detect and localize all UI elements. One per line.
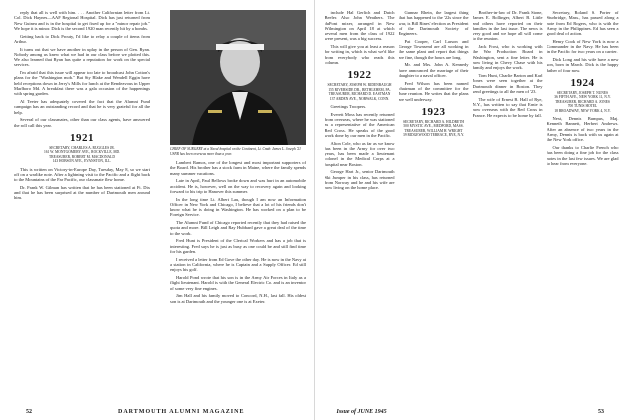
paragraph: Brother-in-law of Dr. Frank Stone, James E. Bollinger, Albert B. Little and others have reported on their families in the last issue. The news is very good and we hope all will come to the reunion. [472, 10, 543, 42]
paragraph: Getting back to Dick Prouty, I'd like to relay a couple of items from Arthur. [14, 33, 150, 44]
class-notes-1922-continued [399, 10, 469, 102]
paragraph: The wife of Ernest B. Hall of Rye, N.Y., has written to say that Ernie is now overseas with the Red Cross in France. He expects to be home by fall. [472, 96, 543, 118]
page-number-right: 53 [598, 409, 604, 415]
right-page-column-4 [547, 10, 619, 402]
paragraph: Our thanks to Charlie French who has been doing a fine job for the class notes in the last few issues. We are glad to hear from everyone. [546, 144, 619, 166]
paragraph: In the long time Lt. Albert Lau, though I am now an Information Officer in New York and Chicago, I believe that a lot of his friends don't know what he is doing in Washington. He has worked on a plan to be Foreign Service. [170, 196, 306, 218]
paragraph: This is written on Victory-in-Europe Day, Tuesday, May 8, so we start off on a warlike note. After a lightning visit to the Pacific and a flight back to the Mountains of the Far Pacific, our classmate flew home. [14, 166, 150, 183]
paragraph: Lambert Ramos, one of the longest and most important supporters of the Board. His brother has a stock farm in Maine, where the family spends many summer vacations. [170, 160, 306, 176]
class-notes-1922 [325, 104, 395, 191]
right-page [315, 0, 628, 420]
paragraph: Next, Dennis Bumpus, Maj. Kenneth Bannett, Herbert Andrews. After an absence of two years in the Army, Dennis is back with us again at the New York office. [546, 116, 619, 143]
paragraph: George Hart Jr., senior Dartmouth Ski Jumper in his class, has returned from Norway and he and his wife are now living on the home place. [324, 169, 395, 191]
paragraph: Gunnar Rhein, the largest thing that has happened to the '22s since the war, is Bill Rines' election as President of the Dartmouth Society of Engineers. [398, 10, 469, 37]
officer-line: TREASURER, RICHARD D. EASTMAN [328, 92, 391, 97]
class-notes-1921-continued [170, 160, 306, 304]
paragraph: I'm afraid that this issue will appear too late to broadcast John Cotton's plans for the "Washington mob." But Sty Blake and Wendell Eggin have held receptions down in Jerry's Mills for lunch at the Rendezvous in Upper Marlboro Md. A breakfast there was a gala occasion of the happenings with spring garden. [14, 70, 150, 97]
paragraph: Jim Hall and his family moved to Concord, N.H., last fall. His oldest son is at Dartmouth and the younger one is at Exeter. [170, 293, 306, 304]
class-notes-1920-continued [14, 10, 150, 128]
paragraph: This will give you at least a reason for writing in, which is what we'd like from everybody who reads this column. [324, 44, 395, 66]
class-1923-officers [399, 120, 469, 138]
paragraph: Fred Wilson has been named chairman of the committee for the June reunion. He writes that the plans are well underway. [398, 80, 469, 102]
paragraph: Dr. Frank W. Gilman has written that he has been stationed at Ft. Dix and that he has been surprised at the number of Dartmouth men around him. [14, 184, 150, 201]
paragraph: Late in April, Paul Bellows broke down and was hurt in an automobile accident. He is, however, well on the way to recovery again and looking forward to his trip to Hanover this summer. [170, 178, 306, 194]
left-page-column-1 [14, 10, 150, 402]
right-page-column-3 [473, 10, 543, 402]
class-1921-officers [14, 146, 150, 164]
officer-line: 161 W. MONTGOMERY AVE., ROCKVILLE, MD. [43, 150, 121, 155]
paragraph: Jack Frost, who is working with the War Production Board in Washington, sent a fine letter. He is now living in Chevy Chase with his family and enjoys the work. [472, 44, 543, 71]
paragraph: Alton Cole, who as far as we know has been in the Army for over two years, has been made a lieutenant colonel in the Medical Corps at a hospital near Boston. [324, 140, 395, 167]
class-year-heading-1923: 1923 [421, 105, 446, 118]
officer-line: TREASURER, RICHARD A. JONES [555, 99, 610, 104]
portrait-image [170, 10, 306, 145]
class-notes-1923-continued [547, 10, 619, 73]
publication-name: DARTMOUTH ALUMNI MAGAZINE [118, 409, 245, 415]
class-notes-1924 [547, 116, 619, 166]
officer-line: SECRETARY, CHARLES A. RUGGLES JR. [49, 145, 115, 150]
paragraph: It turns out that we have another in uplay in the person of Gen. Ryan. Nobody among us knew what we had in our class before we plotted this. We also learned that Ryan has quite a reputation for work on the special services. [14, 46, 150, 68]
class-1922-officers [325, 83, 395, 101]
class-year-heading-1922: 1922 [347, 69, 372, 82]
paragraph: Several of our classmates, other than our class agents, have answered the roll call this year. [14, 117, 150, 128]
class-year-heading-1921: 1921 [70, 131, 94, 144]
officer-line: 500 MYSTIC AVE., MEDFORD, MASS. [403, 124, 464, 129]
naval-officer-photo [170, 10, 306, 145]
paragraph: The Alumni Fund of Chicago reported recently that they had raised the quota and more. Bill Leigh and Ray Hubbard gave a great deal of the time to the work. [170, 220, 306, 236]
officer-line: 137 ARDEN AVE., NORWALK, CONN. [329, 96, 390, 101]
paragraph: Pat Cooper, Carl Larson and George Townsend are all working in the same plant and report that things are fine, though the hours are long. [398, 38, 469, 60]
class-notes-1921 [14, 167, 150, 201]
officer-line: 18 BROADWAY, NEW YORK 4, N.Y. [554, 108, 611, 113]
officer-line: 143 HOBSON AVE., EVANSTON, ILL. [52, 159, 112, 164]
officer-line: 36 FIFTH AVE., NEW YORK 11, N.Y. [554, 95, 611, 100]
paragraph: Mr. and Mrs. John A. Kennedy have announced the marriage of their daughter to a naval officer. [398, 62, 469, 79]
officer-line: TREASURER, ROBERT M. MACDONALD [49, 154, 115, 159]
officer-line: TREASURER, WILLIAM H. WRIGHT [404, 128, 463, 133]
paragraph: I received a letter from Ed Gove the other day. He is now in the Navy at a station in California, where he is Captain and a Supply Officer. Ed still enjoys his golf. [170, 256, 306, 273]
paragraph: reply that all is well with him. . . . Another Californian letter from Lt. Col. Dick Haynes—AAF Regional Hospital. Dick has just returned from New Guinea and is in the hospital to get fixed up for a "minor repair job." We hope it is minor. Dick is the second 1920 man recently hit by a bombs. [14, 10, 150, 31]
class-notes-1923 [473, 10, 543, 118]
officer-line: 700 TUNIS HOTEL [567, 104, 598, 109]
right-page-column-1 [325, 10, 395, 402]
class-1924-officers [547, 91, 619, 113]
paragraph: Everett Moss has recently returned from overseas, where he was stationed as a representative of the American Red Cross. He speaks of the good work done by our men in the Pacific. [324, 111, 395, 138]
photo-caption: CHIEF OF SURGERY at a Naval hospital on the Continent, Lt. Cmdr. James L. Joseph '21 USNR has been overseas more than a year. [170, 147, 301, 156]
class-year-heading-1924: 1924 [570, 77, 595, 90]
paragraph: Fred Hunt is President of the Clerical Workers and has a job that is interesting. Fred says he is just as busy as one could be and still find time for his garden. [170, 238, 306, 255]
paragraph: Greetings Troopers. [330, 103, 367, 109]
officer-line: 39 RIDGEWOOD TERRACE, RYE, N.Y. [403, 133, 464, 138]
issue-date: Issue of JUNE 1945 [336, 409, 387, 415]
paragraph: Secretary, Roland S. Porter of Sturbridge, Mass., has passed along a note from Ed Rogers, who is with the Army in the Philippines. Ed has seen a good deal of action. [546, 10, 619, 37]
right-page-column-2 [399, 10, 469, 402]
officer-line: 155 RIVERSIDE DR., BETHLEHEM, PA. [328, 87, 391, 92]
left-page-column-2 [170, 160, 306, 400]
officer-line: SECRETARY, JOSEPH W. RIDENBAUGH [327, 83, 392, 88]
paragraph: Harold Pond wrote that his son is in the Army Air Forces in Italy as a flight lieutenant. Harold is with the General Electric Co. and is an inventor of some very fine engines. [170, 274, 306, 291]
paragraph: Dick Long and his wife have a new son, born in March. Dick is the happy father of four now. [546, 57, 619, 73]
paragraph: Henry Cook of New York is now a Commander in the Navy. He has been in the Pacific for two years on a carrier. [546, 38, 619, 55]
page-number-left: 52 [26, 409, 32, 415]
paragraph: Al Teeter has adequately covered the fact that the Alumni Fund campaign has an outstanding record and that he is very grateful for all the help. [14, 99, 150, 115]
paragraph: Tom Hunt, Charlie Barton and Karl Jones were seen together at the Dartmouth dinner in Boston. They send greetings to all the men of '23. [472, 73, 543, 94]
officer-line: SECRETARY, JOSEPH T. NUNES [556, 91, 609, 96]
class-notes-1921-end [325, 10, 395, 65]
officer-line: SECRETARY, RICHARD A. HILDRETH [402, 119, 465, 124]
paragraph: include Hal Gerlich and Dutch Beeler. Also John Weathers. The duPont mixer, arranged in New Wilmington on April 18 at which several men from the class of 1922 were present, was a big success. [324, 10, 395, 42]
